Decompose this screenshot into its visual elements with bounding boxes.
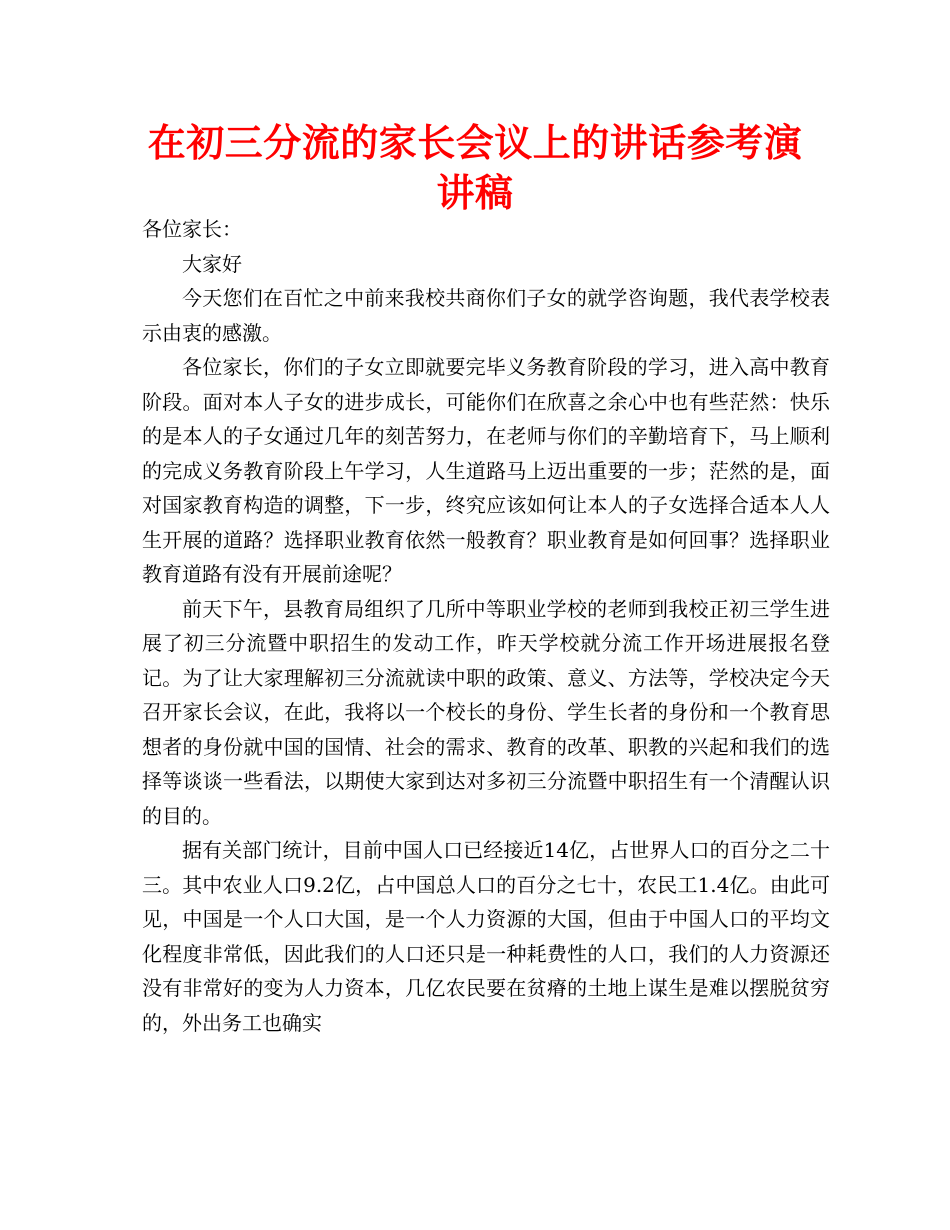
document-title: 在初三分流的家长会议上的讲话参考演讲稿 xyxy=(147,120,803,215)
paragraph-parents: 各位家长，你们的子女立即就要完毕义务教育阶段的学习，进入高中教育阶段。面对本人子女的进步成长，可能你们在欣喜之余心中也有些茫然：快乐的是本人的子女通过几年的刻苦努力，在老师与你们的辛勤培育下，马上顺利的完成义务教育阶段上午学习，人生道路马上迈出重要的一步；茫然的是，面对国家教育构造的调整，下一步，终究应该如何让本人的子女选择合适本人人生开展的道路？选择职业教育依然一般教育？职业教育是如何回事？选择职业教育道路有没有开展前途呢？ xyxy=(142,355,830,586)
paragraph-meeting: 前天下午，县教育局组织了几所中等职业学校的老师到我校正初三学生进展了初三分流暨中职招生的发动工作，昨天学校就分流工作开场进展报名登记。为了让大家理解初三分流就读中职的政策、意义、方法等，学校决定今天召开家长会议，在此，我将以一个校长的身份、学生长者的身份和一个教育思想者的身份就中国的国情、社会的需求、教育的改革、职教的兴起和我们的选择等谈谈一些看法，以期使大家到达对多初三分流暨中职招生有一个清醒认识的目的。 xyxy=(142,596,830,828)
salutation: 各位家长： xyxy=(142,217,242,241)
document-body xyxy=(142,212,830,1040)
paragraph-statistics: 据有关部门统计，目前中国人口已经接近14亿，占世界人口的百分之二十三。其中农业人口9.2亿，占中国总人口的百分之七十，农民工1.4亿。由此可见，中国是一个人口大国，是一个人力资源的大国，但由于中国人口的平均文化程度非常低，因此我们的人口还只是一种耗费性的人口，我们的人力资源还没有非常好的变为人力资本，几亿农民要在贫瘠的土地上谋生是难以摆脱贫穷的，外出务工也确实 xyxy=(142,838,830,1035)
paragraph-thanks: 今天您们在百忙之中前来我校共商你们子女的就学咨询题，我代表学校表示由衷的感激。 xyxy=(142,286,830,345)
paragraph-greeting: 大家好 xyxy=(182,251,242,276)
